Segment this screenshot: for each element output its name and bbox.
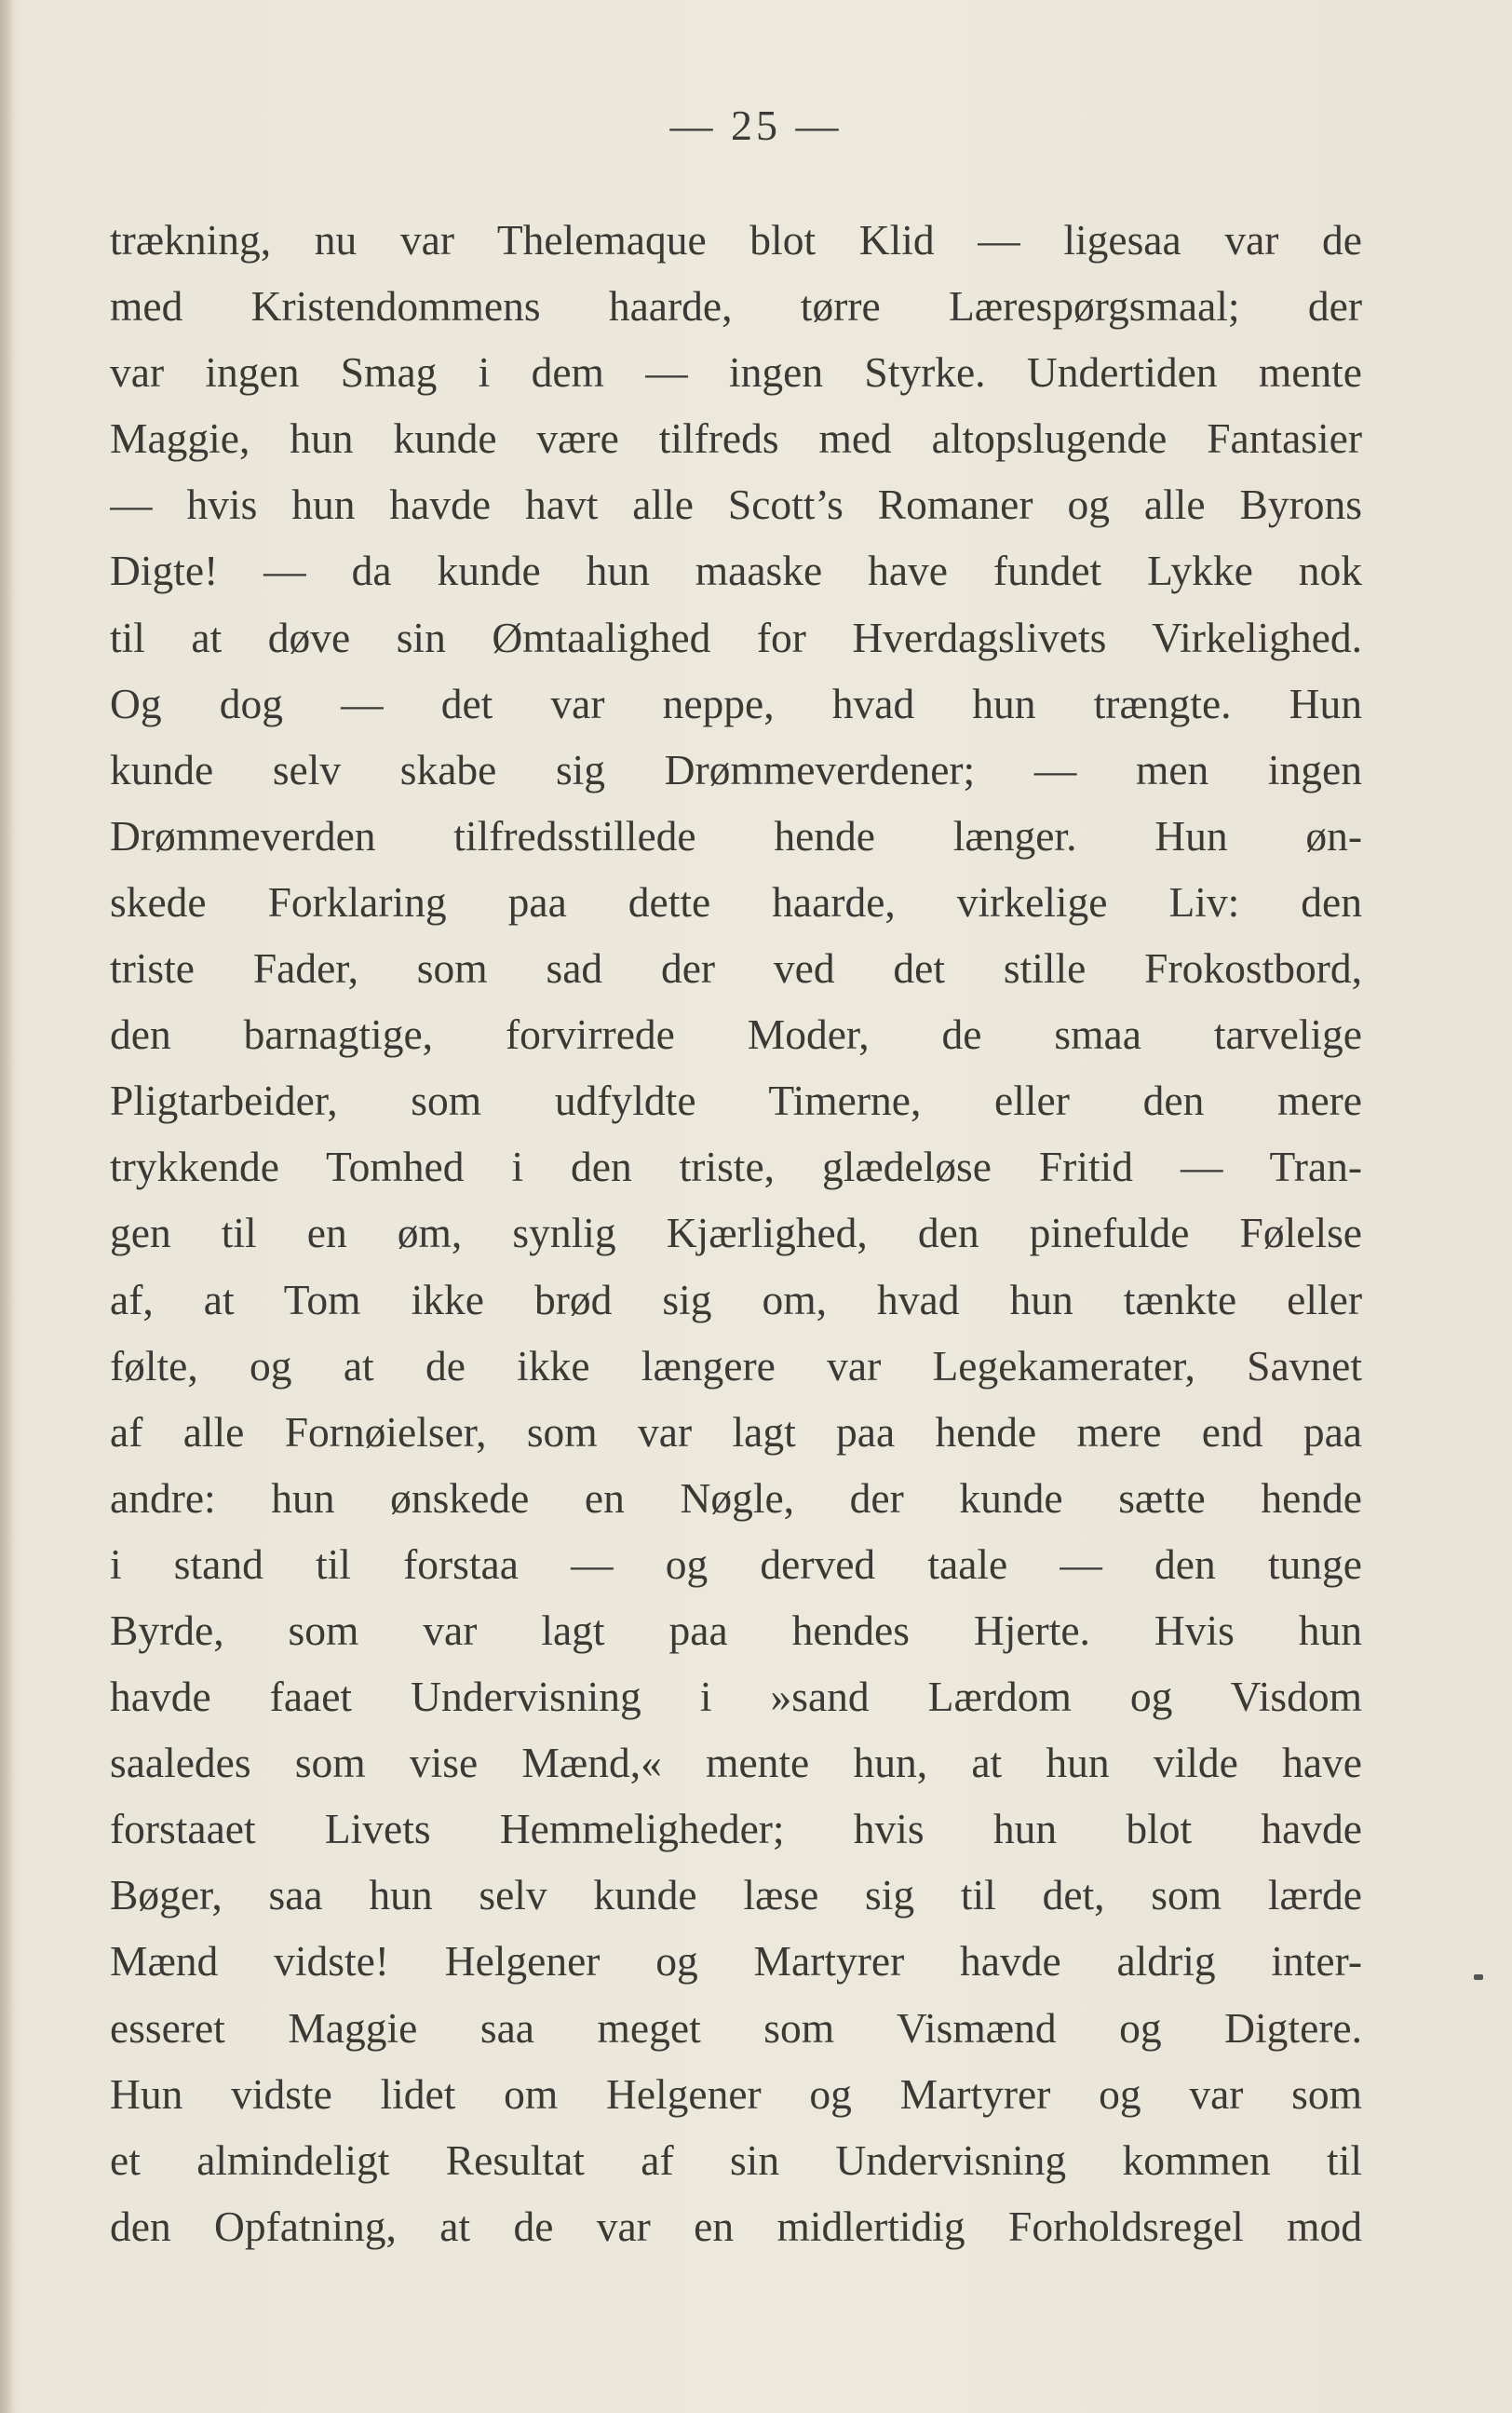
- body-text: [110, 207, 1362, 2259]
- text-line: et almindeligt Resultat af sin Undervisning kommen til: [110, 2135, 1362, 2184]
- text-line: den barnagtige, forvirrede Moder, de smaa tarvelige: [110, 1010, 1362, 1059]
- text-line: gen til en øm, synlig Kjærlighed, den pinefulde Følelse: [110, 1209, 1362, 1257]
- text-line: Hun vidste lidet om Helgener og Martyrer og var som: [110, 2069, 1362, 2118]
- text-line: i stand til forstaa — og derved taale — den tunge: [110, 1539, 1362, 1588]
- text-line: Drømmeverden tilfredsstillede hende længer. Hun øn-: [110, 811, 1362, 860]
- text-line: Mænd vidste! Helgener og Martyrer havde aldrig inter-: [110, 1937, 1362, 1986]
- text-line: Digte! — da kunde hun maaske have fundet Lykke nok: [110, 547, 1362, 595]
- text-line: trækning, nu var Thelemaque blot Klid — ligesaa var de: [110, 216, 1362, 264]
- text-line: følte, og at de ikke længere var Legekamerater, Savnet: [110, 1341, 1362, 1390]
- text-line: triste Fader, som sad der ved det stille Frokostbord,: [110, 944, 1362, 993]
- text-line: saaledes som vise Mænd,« mente hun, at hun vilde have: [110, 1739, 1362, 1787]
- page-gutter-shadow: [0, 0, 15, 2413]
- text-line: af, at Tom ikke brød sig om, hvad hun tænkte eller: [110, 1275, 1362, 1323]
- text-line: skede Forklaring paa dette haarde, virkelige Liv: den: [110, 877, 1362, 926]
- text-line: esseret Maggie saa meget som Vismænd og Digtere.: [110, 2003, 1362, 2052]
- text-line: Bøger, saa hun selv kunde læse sig til det, som lærde: [110, 1871, 1362, 1919]
- text-line: kunde selv skabe sig Drømmeverdener; — men ingen: [110, 745, 1362, 793]
- text-line: til at døve sin Ømtaalighed for Hverdagslivets Virkelighed.: [110, 613, 1362, 661]
- text-line: den Opfatning, at de var en midlertidig Forholdsregel mod: [110, 2202, 1362, 2250]
- text-line: andre: hun ønskede en Nøgle, der kunde sætte hende: [110, 1473, 1362, 1522]
- text-line: med Kristendommens haarde, tørre Lærespørgsmaal; der: [110, 282, 1362, 331]
- text-line: forstaaet Livets Hemmeligheder; hvis hun blot havde: [110, 1805, 1362, 1853]
- text-line: af alle Fornøielser, som var lagt paa hende mere end paa: [110, 1407, 1362, 1456]
- text-line: havde faaet Undervisning i »sand Lærdom og Visdom: [110, 1673, 1362, 1721]
- text-line: trykkende Tomhed i den triste, glædeløse Fritid — Tran-: [110, 1143, 1362, 1191]
- text-line: var ingen Smag i dem — ingen Styrke. Undertiden mente: [110, 348, 1362, 397]
- text-line: Byrde, som var lagt paa hendes Hjerte. Hvis hun: [110, 1606, 1362, 1654]
- ink-speck: [1474, 1974, 1483, 1980]
- text-line: Og dog — det var neppe, hvad hun trængte. Hun: [110, 679, 1362, 727]
- text-line: Maggie, hun kunde være tilfreds med altopslugende Fantasier: [110, 414, 1362, 463]
- text-line: Pligtarbeider, som udfyldte Timerne, eller den mere: [110, 1077, 1362, 1125]
- text-line: — hvis hun havde havt alle Scott’s Romaner og alle Byrons: [110, 481, 1362, 529]
- page-number: — 25 —: [669, 102, 843, 149]
